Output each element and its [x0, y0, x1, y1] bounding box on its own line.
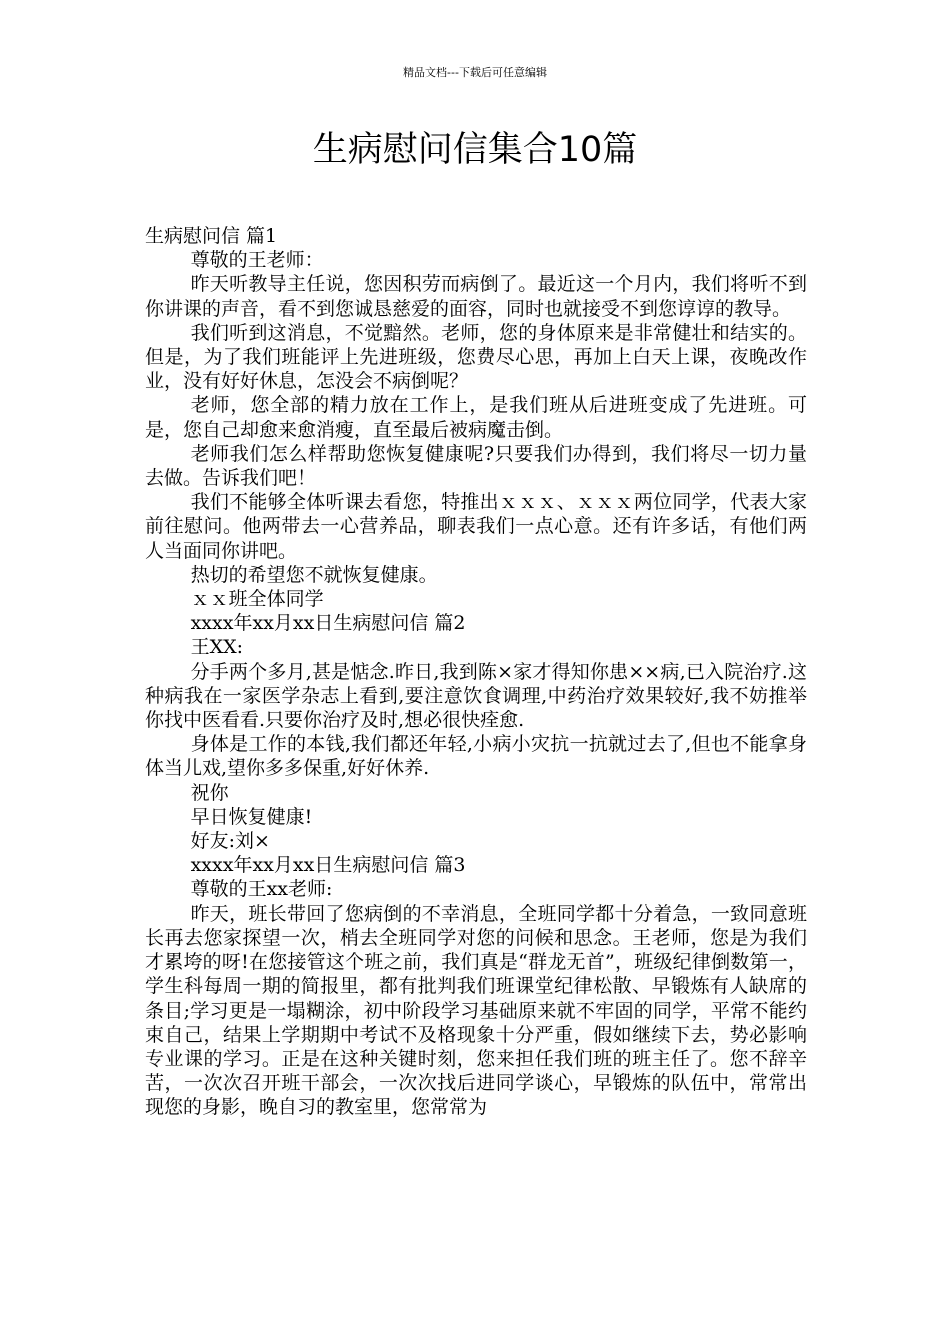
paragraph: 昨天，班长带回了您病倒的不幸消息，全班同学都十分着急，一致同意班长再去您家探望一次，梢去全班同学对您的问候和思念。王老师，您是为我们才累垮的呀!在您接管这个班之前，我们真是“群龙无首”，班级纪律倒数第一，学生科每周一期的简报里，都有批判我们班课堂纪律松散、早锻炼有人缺席的条目;学习更是一塌糊涂，初中阶段学习基础原来就不牢固的同学，平常不能约束自己，结果上学期期中考试不及格现象十分严重，假如继续下去，势必影响专业课的学习。正是在这种关键时刻，您来担任我们班的班主任了。您不辞辛苦，一次次召开班干部会，一次次找后进同学谈心，早锻炼的队伍中，常常出现您的身影，晚自习的教室里，您常常为 — [145, 902, 807, 1119]
salutation: 王XX: — [190, 636, 244, 659]
document-body — [145, 224, 807, 1120]
date-and-section-heading: xxxx年xx月xx日生病慰问信 篇2 — [190, 612, 466, 635]
paragraph: 我们听到这消息，不觉黯然。老师，您的身体原来是非常健壮和结实的。但是，为了我们班能评上先进班级，您费尽心思，再加上白天上课，夜晚改作业，没有好好休息，怎没会不病倒呢？ — [145, 321, 807, 393]
date-and-section-heading: xxxx年xx月xx日生病慰问信 篇3 — [190, 854, 466, 877]
document-title: 生病慰问信集合10篇 — [312, 130, 638, 170]
salutation: 尊敬的王老师： — [190, 249, 324, 272]
paragraph: 热切的希望您不就恢复健康。 — [190, 563, 438, 586]
signature: ｘｘ班全体同学 — [190, 588, 324, 611]
paragraph: 我们不能够全体听课去看您，特推出ｘｘｘ、ｘｘｘ两位同学，代表大家前往慰问。他两带去一心营养品，聊表我们一点心意。还有许多话，有他们两人当面同你讲吧。 — [145, 491, 807, 562]
section-heading: 生病慰问信 篇1 — [145, 225, 278, 247]
paragraph: 身体是工作的本钱,我们都还年轻,小病小灾抗一抗就过去了,但也不能拿身体当儿戏,望你多多保重,好好休养. — [145, 733, 807, 780]
paragraph: 老师我们怎么样帮助您恢复健康呢?只要我们办得到，我们将尽一切力量去做。告诉我们吧！ — [145, 442, 807, 490]
closing: 祝你 — [190, 781, 229, 804]
closing: 早日恢复健康! — [190, 805, 313, 828]
paragraph: 老师，您全部的精力放在工作上，是我们班从后进班变成了先进班。可是，您自己却愈来愈消瘦，直至最后被病魔击倒。 — [145, 394, 807, 441]
header-note: 精品文档---下载后可任意编辑 — [403, 66, 547, 79]
paragraph: 分手两个多月,甚是惦念.昨日,我到陈×家才得知你患××病,已入院治疗.这种病我在一家医学杂志上看到,要注意饮食调理,中药治疗效果较好,我不妨推举你找中医看看.只要你治疗及时,想必很快痊愈. — [145, 660, 807, 732]
signature: 好友:刘× — [190, 830, 270, 853]
paragraph: 昨天听教导主任说，您因积劳而病倒了。最近这一个月内，我们将听不到你讲课的声音，看不到您诚恳慈爱的面容，同时也就接受不到您谆谆的教导。 — [145, 273, 807, 320]
salutation: 尊敬的王xx老师: — [190, 878, 333, 901]
